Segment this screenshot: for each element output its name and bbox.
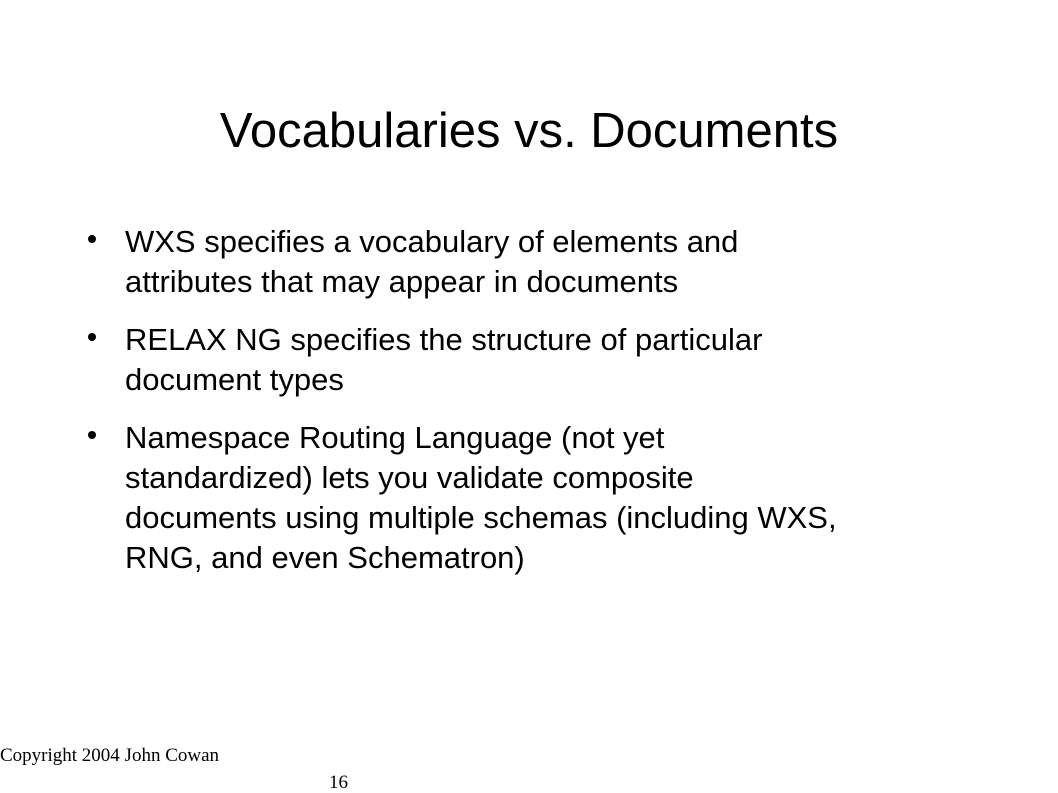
bullet-dot-icon [88,333,96,341]
bullet-text-line: RNG, and even Schematron) [125,540,525,575]
bullet-list [88,222,1008,596]
bullet-dot-icon [88,431,96,439]
bullet-text-line: documents using multiple schemas (including WXS, [125,500,837,535]
bullet-text-line: attributes that may appear in documents [125,264,679,299]
slide-title: Vocabularies vs. Documents [219,104,839,158]
bullet-dot-icon [88,235,96,243]
bullet-text-line: standardized) lets you validate composite [125,460,694,495]
bullet-item [88,320,1008,400]
bullet-item [88,418,1008,578]
bullet-text-line: WXS specifies a vocabulary of elements and [125,224,739,259]
bullet-text-line: document types [125,362,344,397]
copyright-notice: Copyright 2004 John Cowan [0,745,220,766]
page-number: 16 [329,772,348,793]
bullet-item [88,222,1008,302]
bullet-text-line: Namespace Routing Language (not yet [125,420,665,455]
bullet-text-line: RELAX NG specifies the structure of particular [125,322,763,357]
